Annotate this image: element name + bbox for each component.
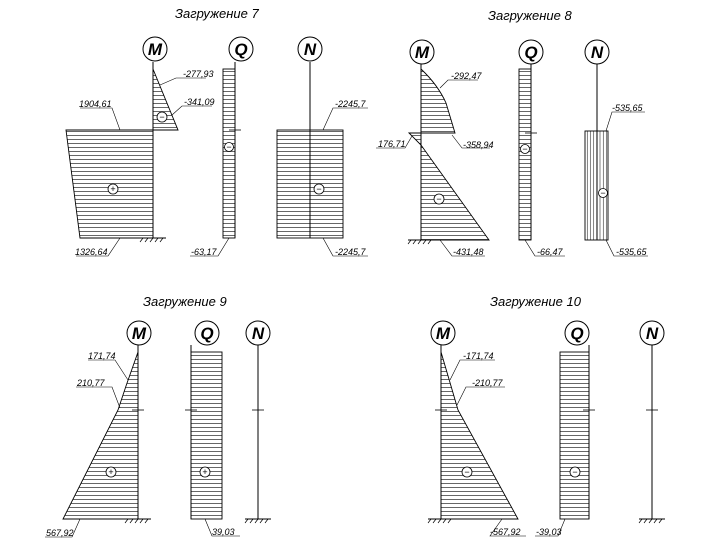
label-leader: [80, 108, 120, 130]
moment-value-label: 1326,64: [75, 247, 108, 257]
label-leader: [457, 387, 505, 405]
diagram-letter: N: [251, 324, 265, 343]
shear-value-label: -39,03: [536, 527, 562, 537]
shear-value-label: -63,17: [191, 247, 217, 257]
panel-load-case-8: [376, 8, 648, 257]
label-leader: [172, 106, 212, 115]
moment-value-label: -171,74: [463, 351, 494, 361]
moment-value-label: 567,92: [46, 528, 74, 538]
diagram-letter: Q: [524, 43, 538, 62]
support-hatch: [245, 519, 271, 523]
shear-value-label: 39,03: [212, 527, 235, 537]
moment-diagram: [376, 40, 494, 257]
shear-value-label: -66,47: [537, 247, 563, 257]
moment-value-label: 210,77: [77, 378, 105, 388]
label-leader: [160, 78, 206, 85]
axial-value-label: -2245,7: [335, 247, 366, 257]
sign-symbol: −: [316, 184, 322, 194]
moment-value-label: -341,09: [184, 97, 215, 107]
panel-title: Загружение 9: [143, 294, 227, 309]
shear-area: [560, 352, 589, 519]
label-leader: [323, 108, 368, 130]
axial-diagram: [277, 37, 368, 257]
diagram-letter: M: [131, 324, 147, 343]
diagram-letter: M: [414, 43, 430, 62]
axial-diagram: [585, 40, 648, 257]
diagram-letter: Q: [200, 324, 214, 343]
shear-area: [191, 352, 222, 519]
support-hatch: [639, 519, 665, 523]
panel-load-case-7: [66, 6, 368, 257]
support-hatch: [125, 519, 151, 523]
moment-value-label: 1904,61: [79, 99, 112, 109]
sign-symbol: +: [202, 467, 208, 477]
sign-symbol: +: [108, 467, 114, 477]
moment-diagram: [66, 37, 215, 257]
shear-area: [223, 69, 235, 238]
shear-area: [519, 69, 531, 240]
panel-load-case-9: [45, 294, 271, 538]
shear-diagram: [519, 40, 565, 257]
panel-title: Загружение 10: [490, 294, 581, 309]
sign-symbol: −: [572, 467, 578, 477]
sign-symbol: −: [226, 142, 232, 152]
diagram-letter: N: [645, 324, 659, 343]
axial-value-label: -2245,7: [335, 99, 366, 109]
sign-symbol: −: [159, 112, 165, 122]
panel-load-case-10: [428, 294, 665, 537]
support-hatch: [408, 240, 434, 244]
moment-diagram: [45, 321, 151, 538]
sign-symbol: −: [464, 467, 470, 477]
moment-value-label: -277,93: [183, 69, 214, 79]
diagram-letter: M: [147, 40, 163, 59]
diagram-letter: N: [303, 40, 317, 59]
moment-value-label: -431,48: [453, 247, 484, 257]
sign-symbol: +: [110, 184, 116, 194]
label-leader: [76, 387, 120, 408]
diagram-letter: M: [435, 324, 451, 343]
label-leader: [606, 112, 645, 131]
axial-value-label: -535,65: [612, 103, 643, 113]
axial-diagram: [245, 321, 271, 523]
shear-diagram: [185, 321, 240, 537]
panel-title: Загружение 8: [488, 8, 572, 23]
sign-symbol: −: [600, 188, 606, 198]
support-hatch: [140, 238, 166, 242]
moment-value-label: -358,94: [463, 140, 494, 150]
moment-value-label: -292,47: [451, 71, 482, 81]
axial-value-label: -535,65: [616, 247, 647, 257]
sign-symbol: −: [436, 194, 442, 204]
label-leader: [450, 360, 495, 380]
diagram-letter: Q: [234, 40, 248, 59]
panel-title: Загружение 7: [175, 6, 259, 21]
moment-value-label: 176,71: [378, 139, 406, 149]
diagram-letter: Q: [570, 324, 584, 343]
sign-symbol: −: [522, 144, 528, 154]
axial-diagram: [639, 321, 665, 523]
label-leader: [88, 360, 128, 380]
shear-diagram: [535, 321, 595, 537]
moment-diagram: [428, 321, 526, 537]
moment-area-top: [421, 69, 455, 133]
label-leader: [440, 80, 478, 88]
moment-value-label: 171,74: [88, 351, 116, 361]
moment-value-label: -567,92: [490, 527, 521, 537]
moment-value-label: -210,77: [472, 378, 503, 388]
support-hatch: [428, 519, 454, 523]
diagram-letter: N: [590, 43, 604, 62]
